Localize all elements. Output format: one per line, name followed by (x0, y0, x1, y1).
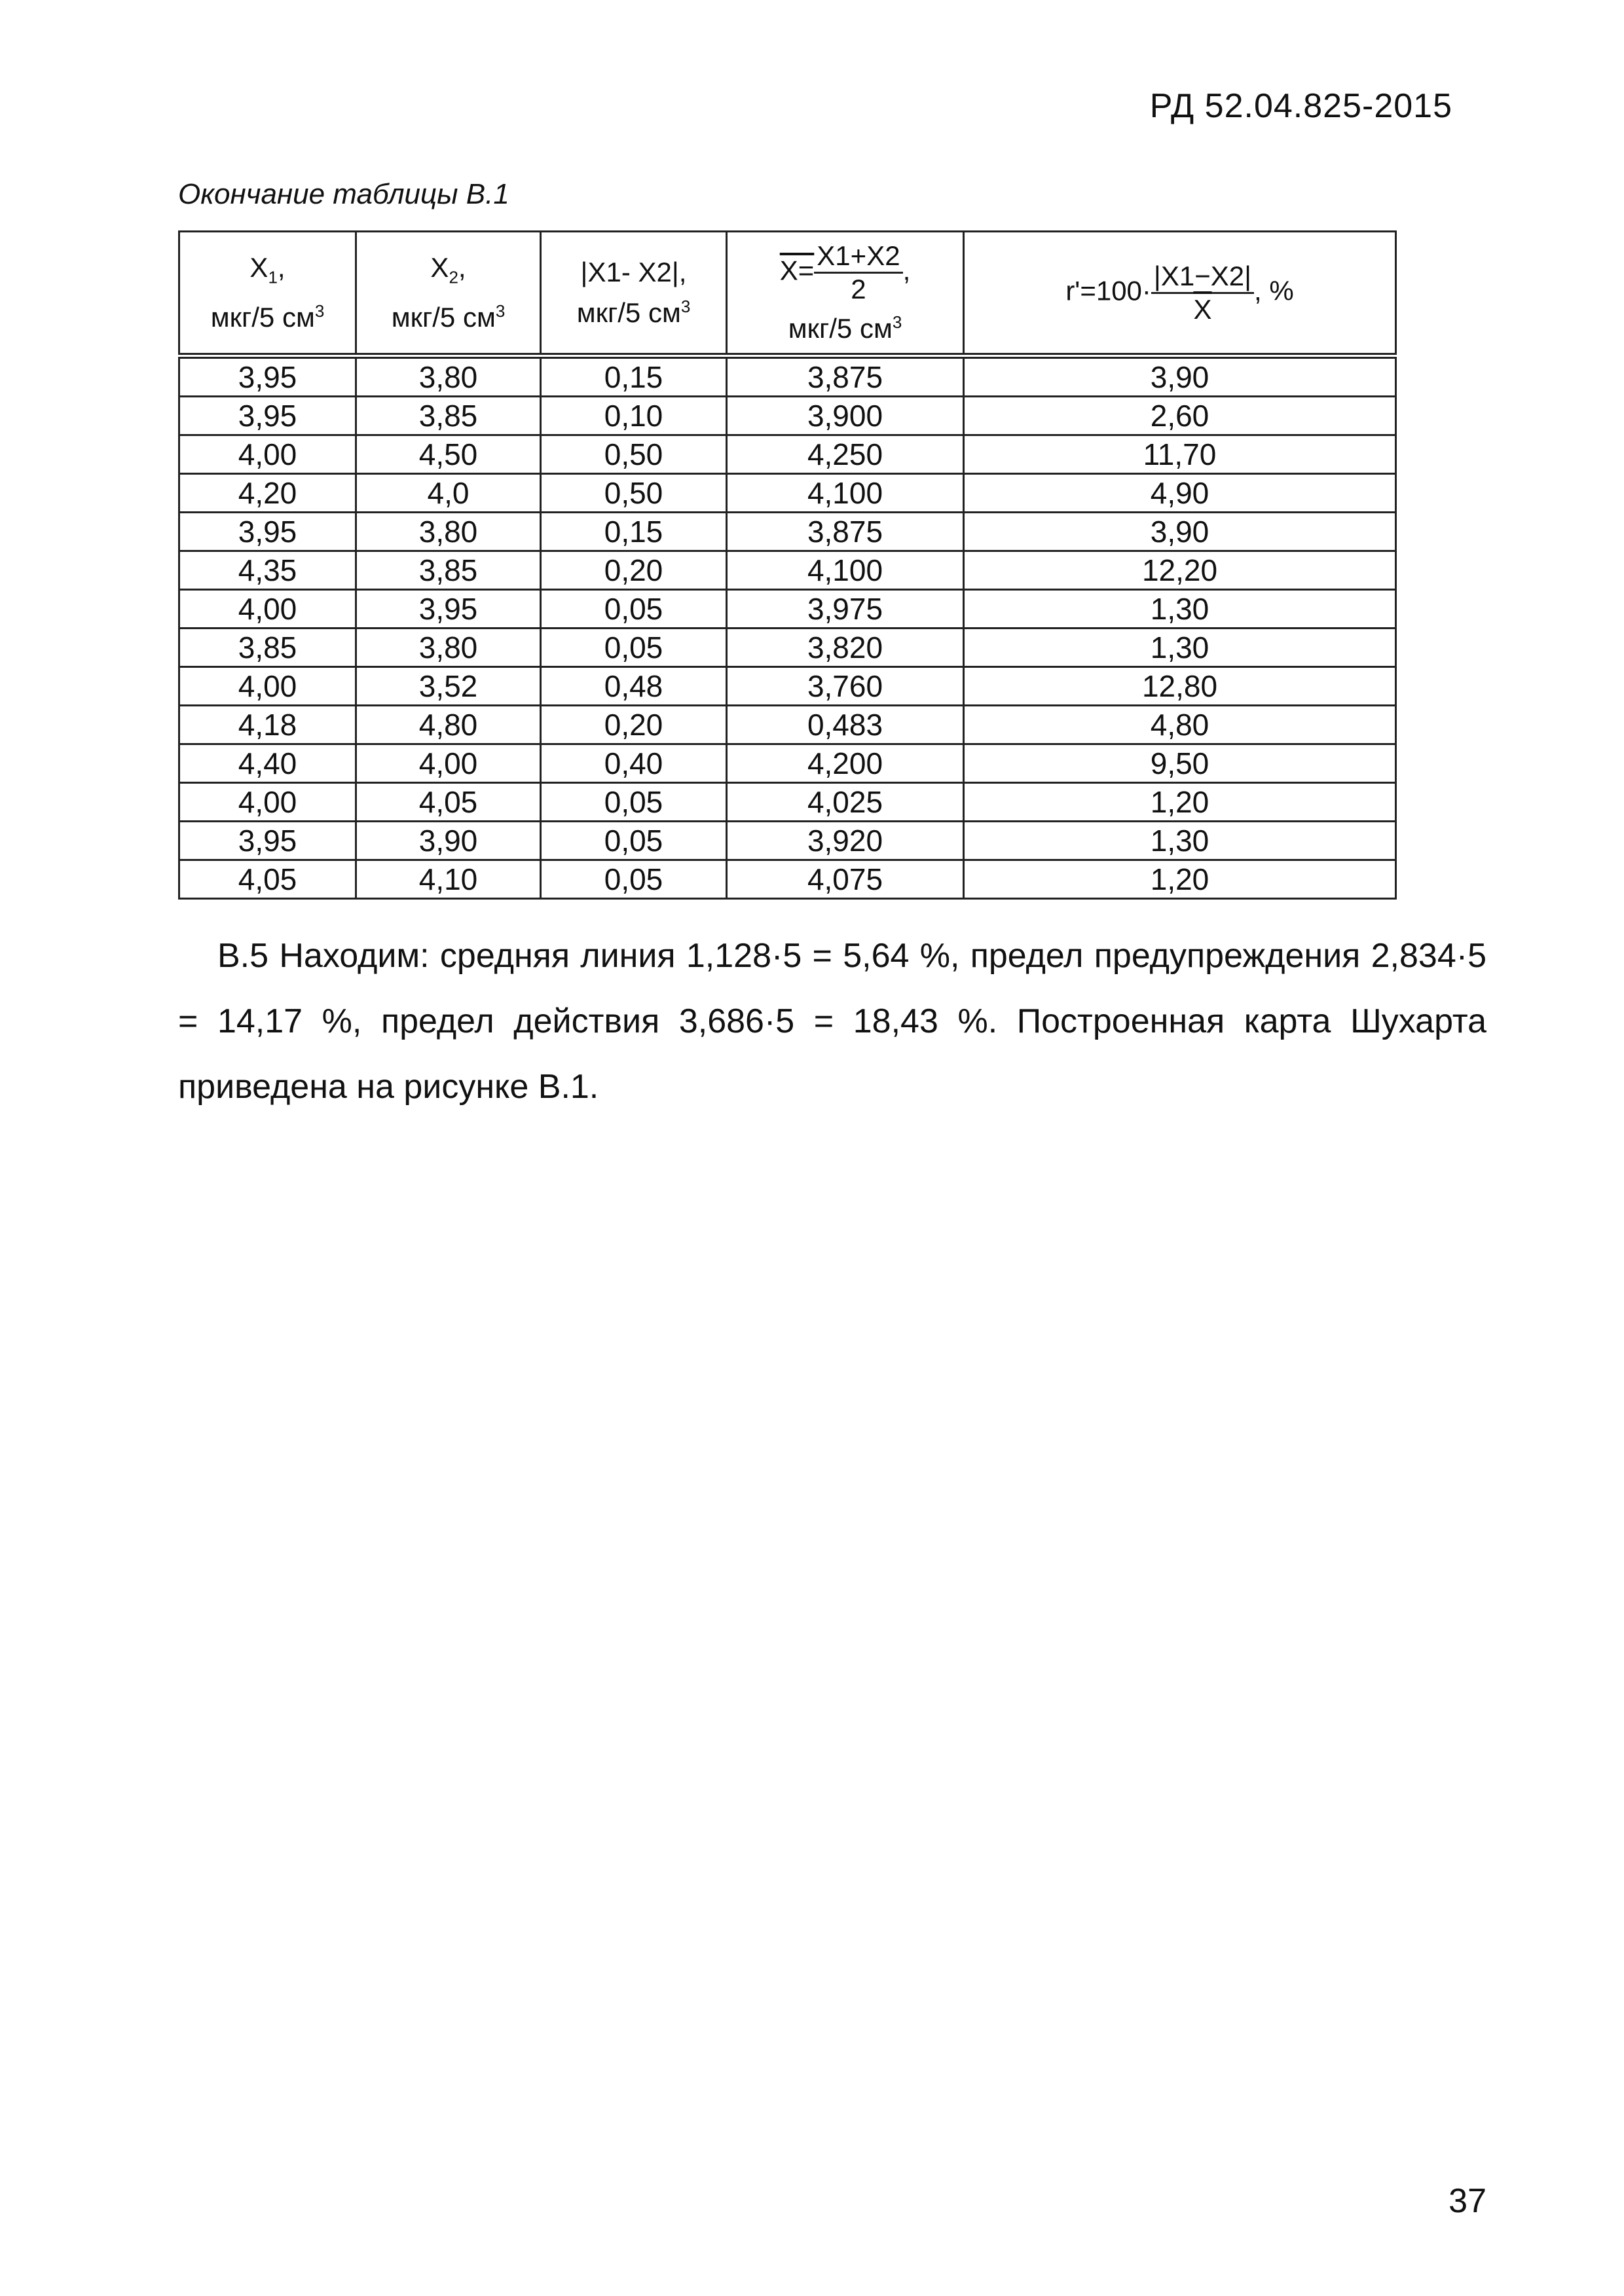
x2-cell: 4,10 (356, 860, 541, 899)
x2-cell: 3,80 (356, 513, 541, 551)
mean-cell: 3,975 (727, 590, 964, 629)
difference-cell: 0,10 (541, 397, 727, 435)
x1-symbol: X (249, 251, 268, 283)
difference-cell: 0,50 (541, 474, 727, 513)
difference-cell: 0,48 (541, 667, 727, 706)
mean-numerator: X1+X2 (814, 240, 902, 274)
relative-discrepancy-cell: 1,30 (964, 590, 1396, 629)
x1-cell: 4,18 (179, 706, 356, 744)
mean-unit-power: 3 (892, 312, 902, 332)
difference-label: |X1- X2|, (580, 257, 687, 287)
mean-cell: 3,900 (727, 397, 964, 435)
x1-cell: 3,95 (179, 822, 356, 860)
x1-cell: 4,00 (179, 783, 356, 822)
column-header-x1: $X_1$, мкг/5 $см^3$ (179, 232, 356, 356)
x2-subscript: 2 (449, 267, 458, 287)
mean-cell: 3,760 (727, 667, 964, 706)
x2-unit: мкг/5 см (391, 302, 496, 333)
x2-cell: 3,85 (356, 551, 541, 590)
x2-symbol: X (430, 251, 449, 283)
relative-discrepancy-cell: 1,20 (964, 783, 1396, 822)
x1-subscript: 1 (268, 267, 278, 287)
mean-cell: 4,200 (727, 744, 964, 783)
difference-cell: 0,05 (541, 629, 727, 667)
mean-denominator: 2 (851, 273, 866, 304)
mean-fraction (814, 240, 902, 305)
difference-cell: 0,20 (541, 706, 727, 744)
x1-cell: 4,00 (179, 435, 356, 474)
mean-cell: 0,483 (727, 706, 964, 744)
mean-cell: 4,250 (727, 435, 964, 474)
difference-cell: 0,05 (541, 590, 727, 629)
mean-unit: мкг/5 см (788, 312, 893, 344)
column-header-difference (541, 232, 727, 356)
difference-unit-power: 3 (680, 297, 691, 316)
difference-cell: 0,50 (541, 435, 727, 474)
x2-cell: 3,80 (356, 356, 541, 397)
table-row (179, 783, 1396, 822)
r-denominator: X (1193, 293, 1212, 325)
table-row (179, 860, 1396, 899)
results-table (178, 230, 1397, 900)
x2-cell: 4,80 (356, 706, 541, 744)
table-row (179, 551, 1396, 590)
mean-cell: 3,920 (727, 822, 964, 860)
table-row (179, 744, 1396, 783)
column-header-x2: $X_2$, мкг/5 $см^3$ (356, 232, 541, 356)
mean-cell: 3,875 (727, 513, 964, 551)
table-row (179, 397, 1396, 435)
table-row (179, 590, 1396, 629)
x2-cell: 3,90 (356, 822, 541, 860)
x1-cell: 4,35 (179, 551, 356, 590)
x1-cell: 4,05 (179, 860, 356, 899)
relative-discrepancy-cell: 12,80 (964, 667, 1396, 706)
r-lhs: r'=100· (1065, 275, 1151, 306)
body-paragraph: В.5 Находим: средняя линия 1,128·5 = 5,64 %, предел предупреждения 2,834·5 = 14,17 %, предел действия 3,686·5 = 18,43 %. Построенная карта Шухарта приведена на рисунке В.1. (178, 937, 1486, 1106)
relative-discrepancy-cell: 3,90 (964, 356, 1396, 397)
difference-cell: 0,15 (541, 356, 727, 397)
table-row (179, 513, 1396, 551)
mean-cell: 3,875 (727, 356, 964, 397)
table-row (179, 356, 1396, 397)
table-row (179, 667, 1396, 706)
table-row (179, 435, 1396, 474)
x2-cell: 3,95 (356, 590, 541, 629)
table-caption: Окончание таблицы В.1 (178, 178, 509, 210)
mean-cell: 4,100 (727, 474, 964, 513)
table-row (179, 706, 1396, 744)
x1-cell: 4,00 (179, 590, 356, 629)
relative-discrepancy-cell: 4,90 (964, 474, 1396, 513)
x2-cell: 4,05 (356, 783, 541, 822)
x1-cell: 4,00 (179, 667, 356, 706)
difference-cell: 0,05 (541, 783, 727, 822)
relative-discrepancy-cell: 1,20 (964, 860, 1396, 899)
mean-lhs: X= (779, 255, 815, 286)
relative-discrepancy-cell: 1,30 (964, 822, 1396, 860)
x2-unit-power: 3 (495, 301, 506, 321)
relative-discrepancy-cell: 2,60 (964, 397, 1396, 435)
table-row (179, 822, 1396, 860)
x1-unit-power: 3 (314, 301, 325, 321)
relative-discrepancy-cell: 1,30 (964, 629, 1396, 667)
x2-cell: 3,80 (356, 629, 541, 667)
x2-cell: 4,00 (356, 744, 541, 783)
r-suffix: , % (1254, 275, 1294, 306)
x1-cell: 4,20 (179, 474, 356, 513)
x1-unit: мкг/5 см (210, 302, 315, 333)
difference-cell: 0,05 (541, 860, 727, 899)
page-number: 37 (1449, 2182, 1486, 2220)
column-header-mean (727, 232, 964, 356)
table-header-row (179, 232, 1396, 356)
x2-cell: 3,52 (356, 667, 541, 706)
x2-cell: 4,0 (356, 474, 541, 513)
x1-cell: 4,40 (179, 744, 356, 783)
difference-cell: 0,05 (541, 822, 727, 860)
table-body (179, 356, 1396, 899)
r-fraction (1151, 261, 1254, 325)
mean-comma: , (902, 255, 911, 286)
relative-discrepancy-cell: 11,70 (964, 435, 1396, 474)
column-header-relative-discrepancy (964, 232, 1396, 356)
document-code: РД 52.04.825-2015 (1149, 87, 1452, 125)
x1-cell: 3,95 (179, 513, 356, 551)
x1-cell: 3,95 (179, 397, 356, 435)
relative-discrepancy-cell: 9,50 (964, 744, 1396, 783)
x1-cell: 3,85 (179, 629, 356, 667)
mean-cell: 4,025 (727, 783, 964, 822)
mean-cell: 4,100 (727, 551, 964, 590)
x1-cell: 3,95 (179, 356, 356, 397)
relative-discrepancy-cell: 3,90 (964, 513, 1396, 551)
x2-cell: 4,50 (356, 435, 541, 474)
difference-cell: 0,20 (541, 551, 727, 590)
difference-cell: 0,15 (541, 513, 727, 551)
relative-discrepancy-cell: 12,20 (964, 551, 1396, 590)
difference-cell: 0,40 (541, 744, 727, 783)
r-numerator: |X1−X2| (1151, 261, 1254, 294)
difference-unit: мкг/5 см (576, 297, 681, 328)
mean-cell: 3,820 (727, 629, 964, 667)
relative-discrepancy-cell: 4,80 (964, 706, 1396, 744)
mean-cell: 4,075 (727, 860, 964, 899)
table-row (179, 629, 1396, 667)
table-row (179, 474, 1396, 513)
x2-cell: 3,85 (356, 397, 541, 435)
